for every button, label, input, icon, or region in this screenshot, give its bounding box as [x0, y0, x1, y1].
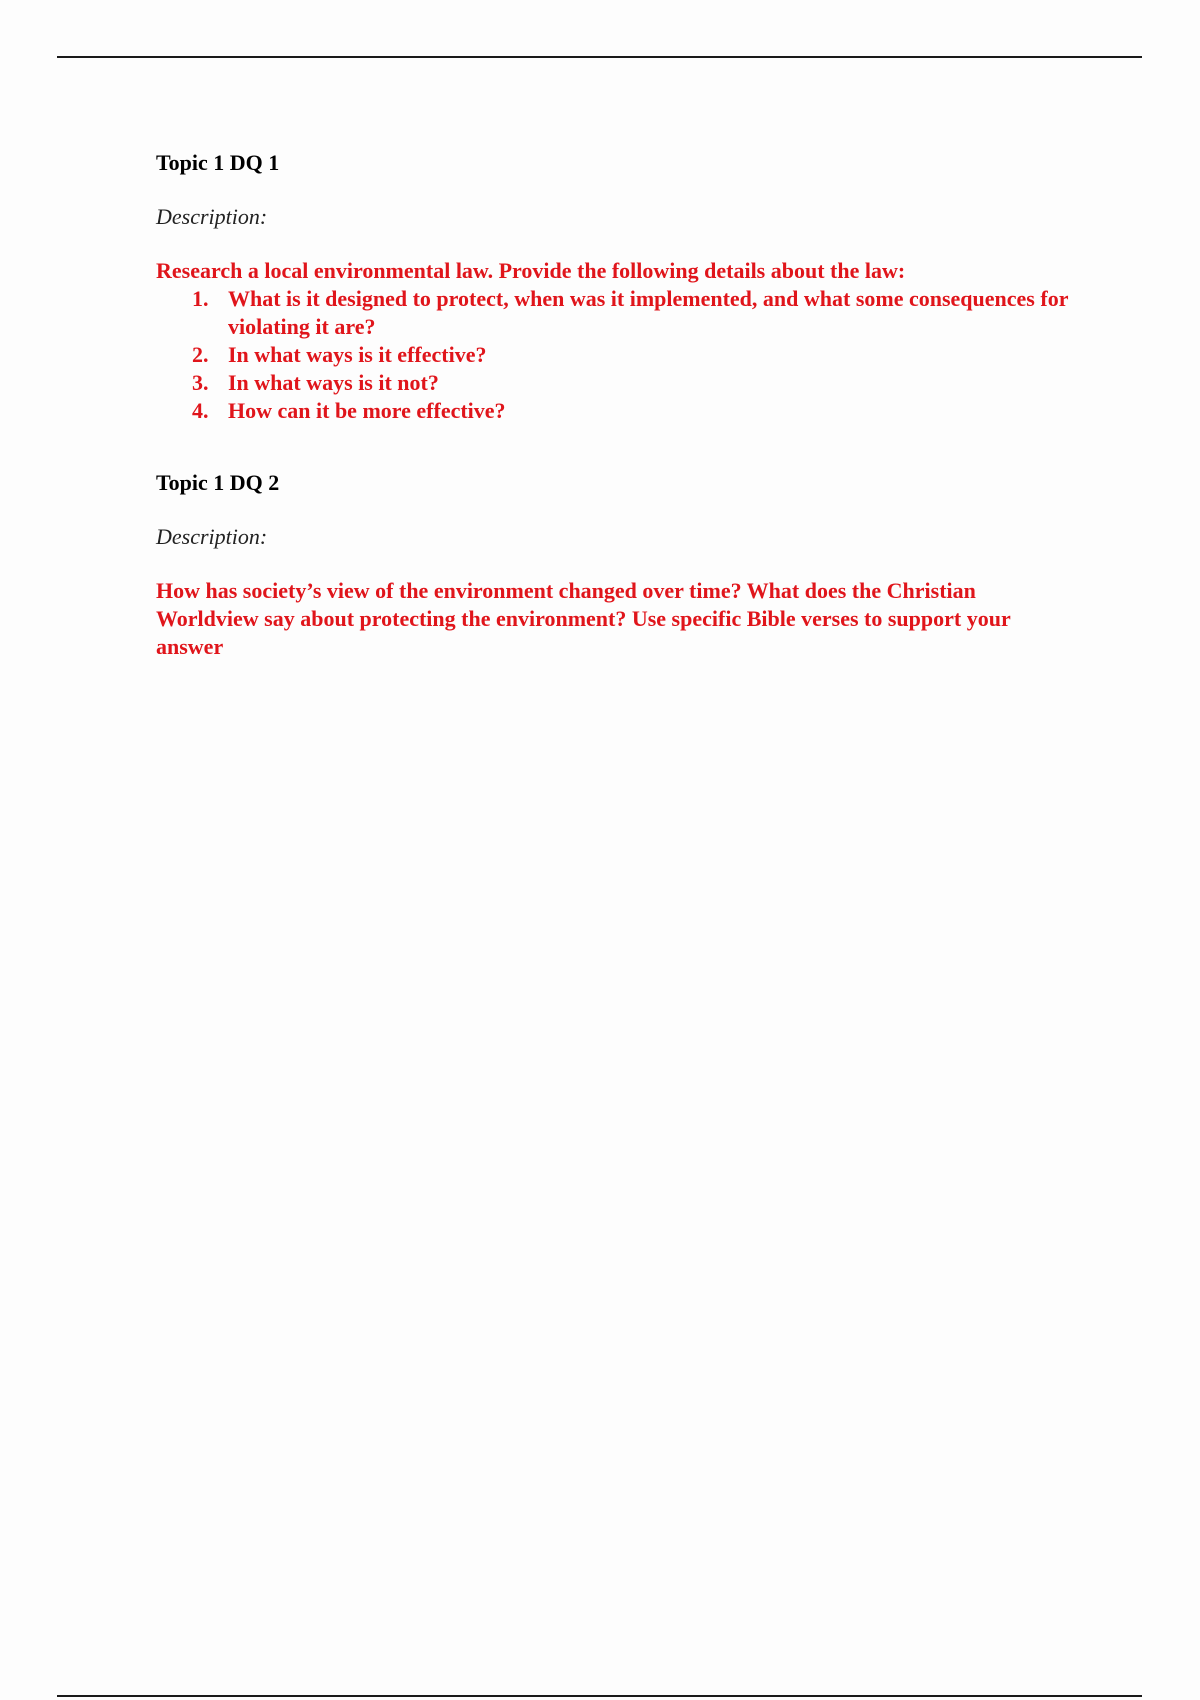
- description-label: Description:: [156, 524, 268, 550]
- list-item-number: 3.: [192, 369, 209, 395]
- list-item-number: 4.: [192, 397, 209, 423]
- list-item-text: How can it be more effective?: [228, 397, 506, 423]
- document-body: [156, 150, 1086, 661]
- header-rule: [57, 56, 1142, 58]
- list-item-text: In what ways is it effective?: [228, 341, 487, 367]
- list-item: [156, 369, 1086, 397]
- list-item-number: 2.: [192, 341, 209, 367]
- section-heading: Topic 1 DQ 2: [156, 469, 280, 495]
- description-label: Description:: [156, 204, 268, 230]
- list-item-number: 1.: [192, 285, 209, 311]
- section-paragraph: How has society’s view of the environment changed over time? What does the Christian Worldview say about protecting the environment? Use specific Bible verses to support your answer: [156, 577, 1011, 659]
- section-heading: Topic 1 DQ 1: [156, 150, 280, 175]
- list-item-text: In what ways is it not?: [228, 369, 439, 395]
- list-item-text: What is it designed to protect, when was it implemented, and what some consequences for violating it are?: [228, 285, 1069, 339]
- topic-1-dq-1-section: [156, 150, 1086, 425]
- topic-1-dq-2-section: [156, 470, 1086, 661]
- list-item: [156, 341, 1086, 369]
- question-list: [156, 285, 1086, 425]
- section-intro: Research a local environmental law. Provide the following details about the law:: [156, 257, 906, 283]
- footer-rule: [57, 1695, 1142, 1697]
- list-item: [156, 285, 1086, 341]
- list-item: [156, 397, 1086, 425]
